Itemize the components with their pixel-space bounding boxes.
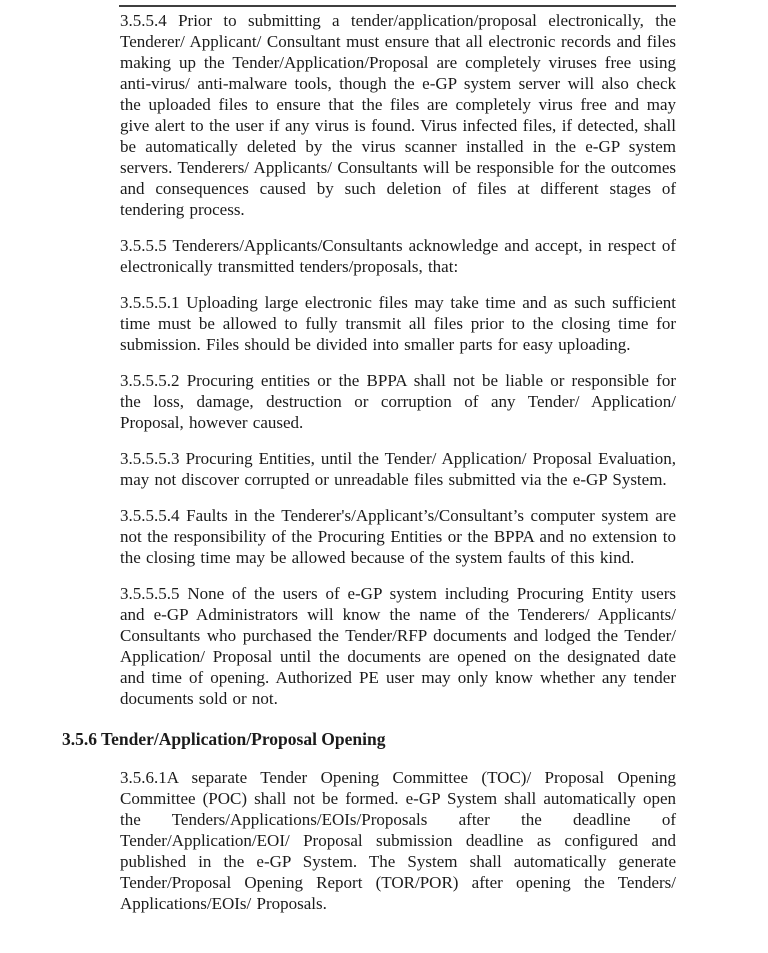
section-heading-3-5-6: 3.5.6 Tender/Application/Proposal Opening [62, 729, 386, 749]
clause-3-5-5-5-2: 3.5.5.5.2 Procuring entities or the BPPA shall not be liable or responsible for the loss, damage, destruction or corruption of any Tender/ Application/ Proposal, however caused. [120, 371, 676, 432]
clause-3-5-5-5-1: 3.5.5.5.1 Uploading large electronic files may take time and as such sufficient time must be allowed to fully transmit all files prior to the closing time for submission. Files should be divided into smaller parts for easy uploading. [120, 293, 676, 354]
page-top-rule [119, 5, 676, 7]
clause-3-5-6-1: 3.5.6.1A separate Tender Opening Committee (TOC)/ Proposal Opening Committee (POC) shall not be formed. e-GP System shall automatically open the Tenders/Applications/EOIs/Proposals after the deadline of Tender/Application/EOI/ Proposal submission deadline as configured and published in the e-GP System. The System shall automatically generate Tender/Proposal Opening Report (TOR/POR) after opening the Tenders/ Applications/EOIs/ Proposals. [120, 768, 676, 913]
clause-3-5-5-5-4: 3.5.5.5.4 Faults in the Tenderer's/Applicant’s/Consultant’s computer system are not the responsibility of the Procuring Entities or the BPPA and no extension to the closing time may be allowed because of the system faults of this kind. [120, 506, 676, 567]
document-body [62, 10, 676, 929]
clause-3-5-5-5: 3.5.5.5 Tenderers/Applicants/Consultants acknowledge and accept, in respect of electronically transmitted tenders/proposals, that: [120, 236, 676, 276]
clause-3-5-5-5-5: 3.5.5.5.5 None of the users of e-GP system including Procuring Entity users and e-GP Administrators will know the name of the Tenderers/ Applicants/ Consultants who purchased the Tender/RFP documents and lodged the Tender/ Application/ Proposal until the documents are opened on the designated date and time of opening. Authorized PE user may only know whether any tender documents sold or not. [120, 584, 676, 708]
clause-3-5-5-4: 3.5.5.4 Prior to submitting a tender/application/proposal electronically, the Tenderer/ Applicant/ Consultant must ensure that all electronic records and files making up the Tender/Application/Proposal are completely viruses free using anti-virus/ anti-malware tools, though the e-GP system server will also check the uploaded files to ensure that the files are completely virus free and may give alert to the user if any virus is found. Virus infected files, if detected, shall be automatically deleted by the virus scanner installed in the e-GP system servers. Tenderers/ Applicants/ Consultants will be responsible for the outcomes and consequences caused by such deletion of files at different stages of tendering process. [120, 11, 676, 219]
clause-3-5-5-5-3: 3.5.5.5.3 Procuring Entities, until the Tender/ Application/ Proposal Evaluation, may not discover corrupted or unreadable files submitted via the e-GP System. [120, 449, 676, 489]
